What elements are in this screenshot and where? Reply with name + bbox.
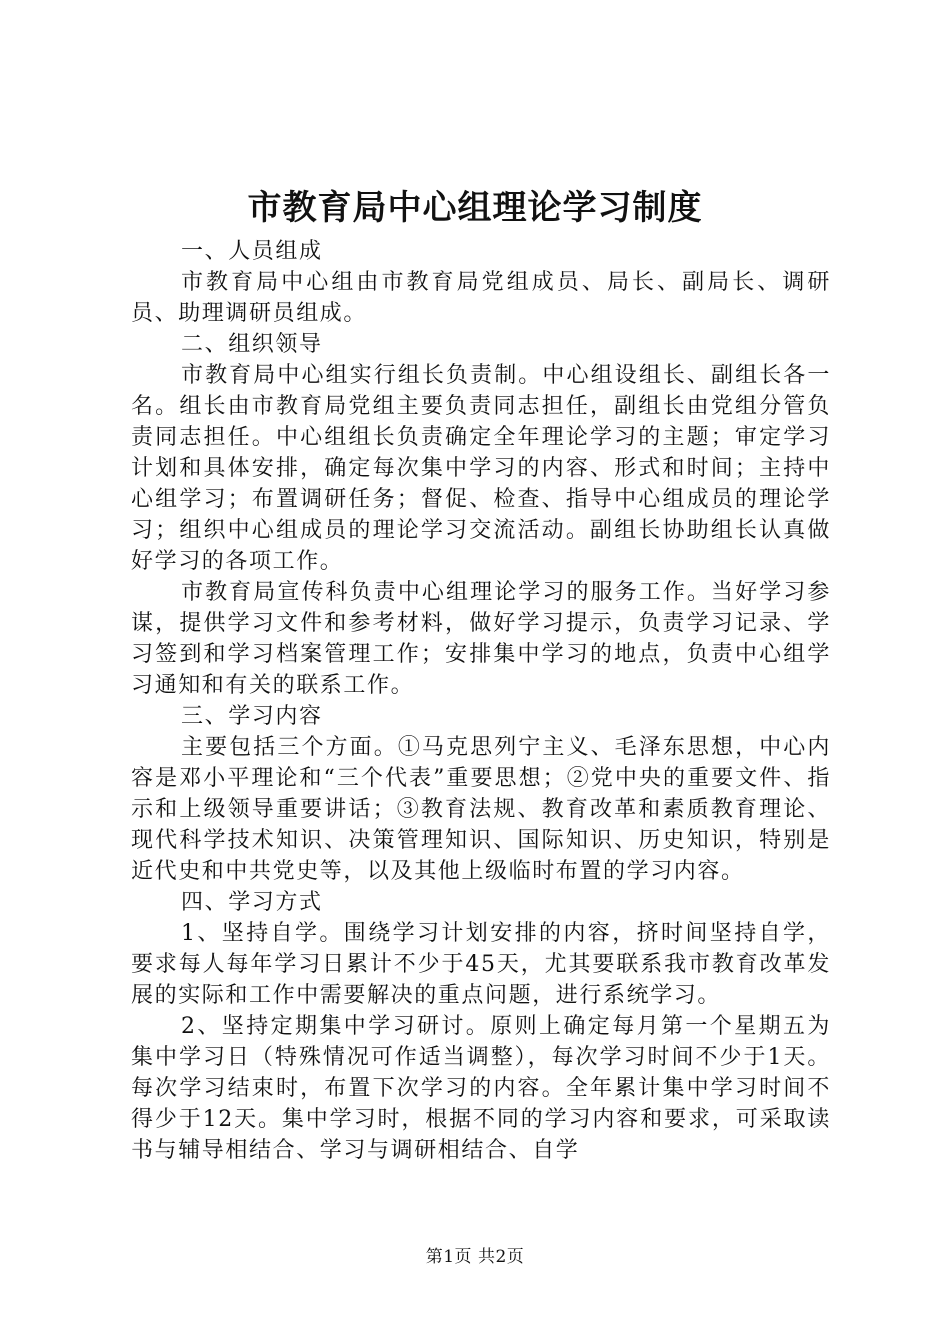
section-heading-personnel: 一、人员组成: [181, 239, 323, 264]
section-heading-leadership: 二、组织领导: [181, 332, 323, 357]
document-body: [131, 236, 831, 1166]
page-number: 第1页 共2页: [425, 1247, 525, 1267]
paragraph-leadership: 市教育局中心组实行组长负责制。中心组设组长、副组长各一名。组长由市教育局党组主要负责同志担任，副组长由党组分管负责同志担任。中心组组长负责确定全年理论学习的主题；审定学习计划和具体安排，确定每次集中学习的内容、形式和时间；主持中心组学习；布置调研任务；督促、检查、指导中心组成员的理论学习；组织中心组成员的理论学习交流活动。副组长协助组长认真做好学习的各项工作。: [131, 363, 831, 574]
section-heading-content: 三、学习内容: [181, 704, 323, 729]
paragraph-content: 主要包括三个方面。①马克思列宁主义、毛泽东思想，中心内容是邓小平理论和“三个代表”重要思想；②党中央的重要文件、指示和上级领导重要讲话；③教育法规、教育改革和素质教育理论、现代科学技术知识、决策管理知识、国际知识、历史知识，特别是近代史和中共党史等，以及其他上级临时布置的学习内容。: [131, 735, 831, 884]
document-title: 市教育局中心组理论学习制度: [247, 188, 703, 228]
paragraph-personnel: 市教育局中心组由市教育局党组成员、局长、副局长、调研员、助理调研员组成。: [131, 270, 831, 326]
paragraph-self-study: 1、坚持自学。围绕学习计划安排的内容，挤时间坚持自学，要求每人每年学习日累计不少于45天，尤其要联系我市教育改革发展的实际和工作中需要解决的重点问题，进行系统学习。: [131, 921, 831, 1008]
paragraph-group-study: 2、坚持定期集中学习研讨。原则上确定每月第一个星期五为集中学习日（特殊情况可作适当调整），每次学习时间不少于1天。每次学习结束时，布置下次学习的内容。全年累计集中学习时间不得少于12天。集中学习时，根据不同的学习内容和要求，可采取读书与辅导相结合、学习与调研相结合、自学: [131, 1014, 831, 1163]
section-heading-methods: 四、学习方式: [181, 890, 323, 915]
paragraph-publicity-dept: 市教育局宣传科负责中心组理论学习的服务工作。当好学习参谋，提供学习文件和参考材料，做好学习提示，负责学习记录、学习签到和学习档案管理工作；安排集中学习的地点，负责中心组学习通知和有关的联系工作。: [131, 580, 831, 698]
